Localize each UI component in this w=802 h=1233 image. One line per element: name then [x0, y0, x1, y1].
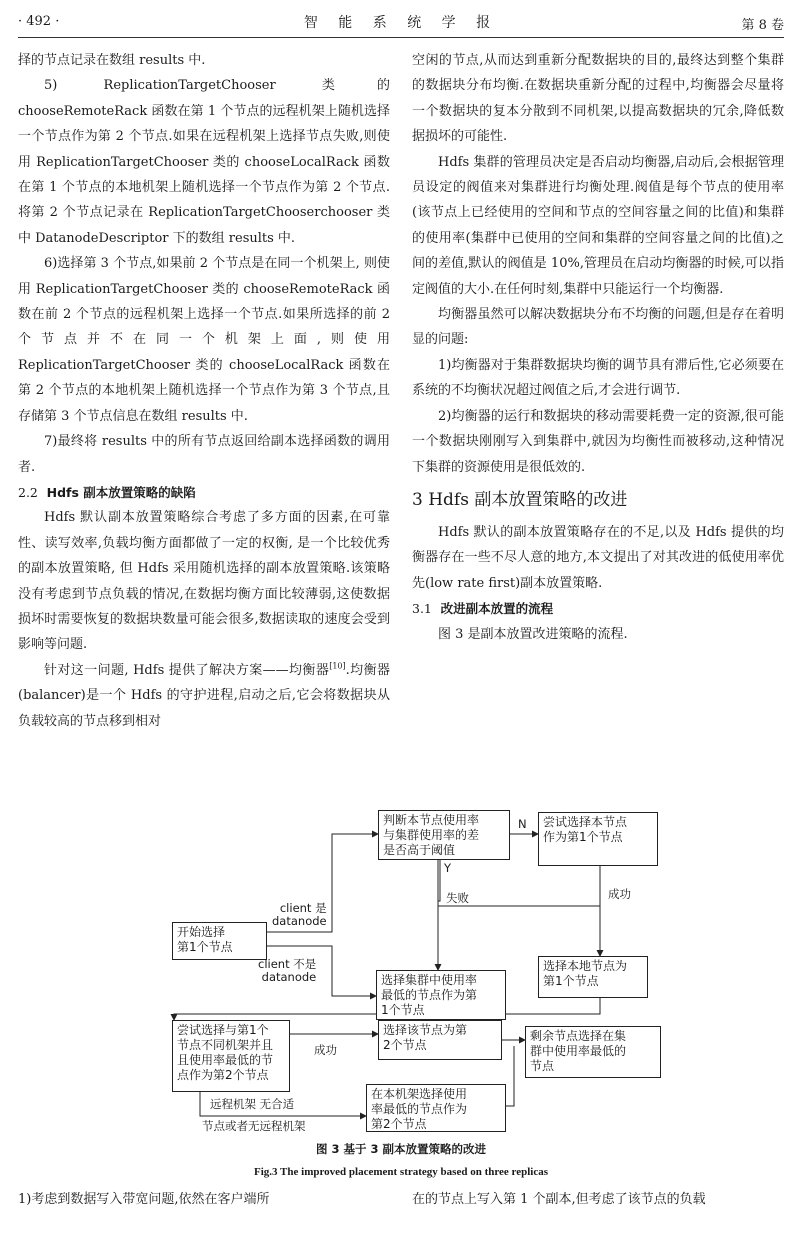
right-paragraph-4: 2)均衡器的运行和数据块的移动需要耗费一定的资源,很可能一个数据块刚刚写入到集群中,就因为均衡性而被移动,这种情况下集群的资源使用是很低效的. — [412, 408, 784, 475]
left-column — [18, 48, 390, 734]
right-paragraph-0: 空闲的节点,从而达到重新分配数据块的目的,最终达到整个集群的数据块分布均衡.在数据块重新分配的过程中,均衡器会尽量将一个数据块的复本分散到不同机架,以提高数据块的冗余,降低数据损坏的可能性. — [412, 53, 784, 145]
page-header — [18, 10, 784, 36]
left-paragraph-3: 7)最终将 results 中的所有节点返回给副本选择函数的调用者. — [18, 434, 390, 475]
subsection-heading-3-1: 3.1 改进副本放置的流程 — [412, 601, 554, 617]
label-no-remote-1: 远程机架 无合适 — [210, 1097, 295, 1111]
header-rule — [18, 37, 784, 38]
flow-box-try-local: 尝试选择本节点 作为第1个节点 — [538, 812, 658, 866]
label-fail: 失败 — [446, 891, 469, 905]
flow-box-start: 开始选择 第1个节点 — [172, 922, 267, 960]
flow-box-judge: 判断本节点使用率 与集群使用率的差 是否高于阈值 — [378, 810, 510, 860]
flow-box-choose-lowest: 选择集群中使用率 最低的节点作为第 1个节点 — [376, 970, 506, 1020]
right-column — [412, 48, 784, 647]
citation-ref: [10] — [329, 661, 346, 671]
label-success-second: 成功 — [314, 1043, 337, 1057]
volume-number: 第 8 卷 — [741, 18, 784, 33]
flow-box-same-rack: 在本机架选择使用 率最低的节点作为 第2个节点 — [366, 1084, 506, 1132]
flow-box-try-second: 尝试选择与第1个 节点不同机架并且 且使用率最低的节 点作为第2个节点 — [172, 1020, 290, 1092]
label-no-remote-2: 节点或者无远程机架 — [202, 1119, 306, 1133]
flow-box-rest: 剩余节点选择在集 群中使用率最低的 节点 — [525, 1026, 661, 1078]
label-yes: Y — [444, 861, 452, 875]
right-paragraph-3: 1)均衡器对于集群数据块均衡的调节具有滞后性,它必须要在系统的不均衡状况超过阀值之后,才会进行调节. — [412, 357, 784, 399]
label-client-not-datanode: client 不是 datanode — [258, 957, 317, 984]
bottom-right-text: 在的节点上写入第 1 个副本,但考虑了该节点的负载 — [412, 1192, 706, 1207]
label-client-is-datanode: client 是 datanode — [272, 901, 327, 928]
right-paragraph-2: 均衡器虽然可以解决数据块分布不均衡的问题,但是存在着明显的问题: — [412, 307, 784, 348]
figure-caption-chinese: 图 3 基于 3 副本放置策略的改进 — [315, 1142, 487, 1156]
left-paragraph-5: 针对这一问题, Hdfs 提供了解决方案——均衡器[10].均衡器(balancer)是一个 Hdfs 的守护进程,启动之后,它会将数据块从负载较高的节点移到相对 — [18, 661, 390, 729]
flow-box-choose-local: 选择本地节点为 第1个节点 — [538, 956, 648, 998]
figure-caption-english: Fig.3 The improved placement strategy based on three replicas — [253, 1166, 549, 1178]
flowchart-figure — [150, 806, 670, 1136]
subsection-heading-2-2: 2.2 Hdfs 副本放置策略的缺陷 — [18, 484, 196, 500]
right-paragraph-1: Hdfs 集群的管理员决定是否启动均衡器,启动后,会根据管理员设定的阀值来对集群进行均衡处理.阀值是每个节点的使用率(该节点上已经使用的空间和节点的空间容量之间的比值)和集群的使用率(集群中已使用的空间和集群的空间容量之间的比值)之间的差值,默认的阀值是 10%,管理员在启动均衡器的时候,可以指定阀值的大小.在任何时刻,集群中只能运行一个均衡器. — [412, 154, 784, 297]
right-paragraph-5: Hdfs 默认的副本放置策略存在的不足,以及 Hdfs 提供的均衡器存在一些不尽人意的地方,本文提出了对其改进的低使用率优先(low rate first)副本放置策略. — [412, 524, 784, 591]
left-paragraph-0: 择的节点记录在数组 results 中. — [18, 53, 206, 68]
arrow-samerack-to-rest — [506, 1046, 514, 1106]
bottom-left-text: 1)考虑到数据写入带宽问题,依然在客户端所 — [18, 1192, 270, 1207]
flow-box-second: 选择该节点为第 2个节点 — [378, 1020, 502, 1060]
section-heading-3: 3 Hdfs 副本放置策略的改进 — [412, 489, 628, 510]
right-paragraph-6: 图 3 是副本放置改进策略的流程. — [438, 626, 628, 642]
left-paragraph-1: 5) ReplicationTargetChooser 类的 chooseRemoteRack 函数在第 1 个节点的远程机架上随机选择一个节点作为第 2 个节点.如果在远程机架上选择节点失败,则使用 ReplicationTargetChooser 类的 chooseLocalRack 函数在第 1 个节点的本地机架上随机选择一个节点作为第 2 个节点.将第 2 个节点记录在 ReplicationTargetChooserchooser 类中 DatanodeDescriptor 下的数组 results 中. — [18, 78, 390, 246]
left-paragraph-4: Hdfs 默认副本放置策略综合考虑了多方面的因素,在可靠性、读写效率,负载均衡方面都做了一定的权衡, 是一个比较优秀的副本放置策略, 但 Hdfs 采用随机选择的副本放置策略.该策略没有考虑到节点负载的情况,在数据均衡方面比较薄弱,这使数据损坏时需要恢复的数据块数量可能会很多,数据读取的速度会受到影响等问题. — [18, 510, 390, 653]
left-paragraph-2: 6)选择第 3 个节点,如果前 2 个节点是在同一个机架上, 则使用 ReplicationTargetChooser 类的 chooseRemoteRack 函数在前 2 个节点的远程机架上选择一个节点.如果所选择的前 2 个节点并不在同一个机架上面,则使用 ReplicationTargetChooser 类的 chooseLocalRack 函数在第 2 个节点的本地机架上随机选择一个节点作为第 3 个节点,且存储第 3 个节点信息在数组 results 中. — [18, 256, 390, 424]
label-no: N — [518, 817, 527, 831]
label-success-local: 成功 — [608, 887, 631, 901]
page-number: · 492 · — [18, 14, 60, 29]
journal-title: 智 能 系 统 学 报 — [303, 15, 499, 31]
